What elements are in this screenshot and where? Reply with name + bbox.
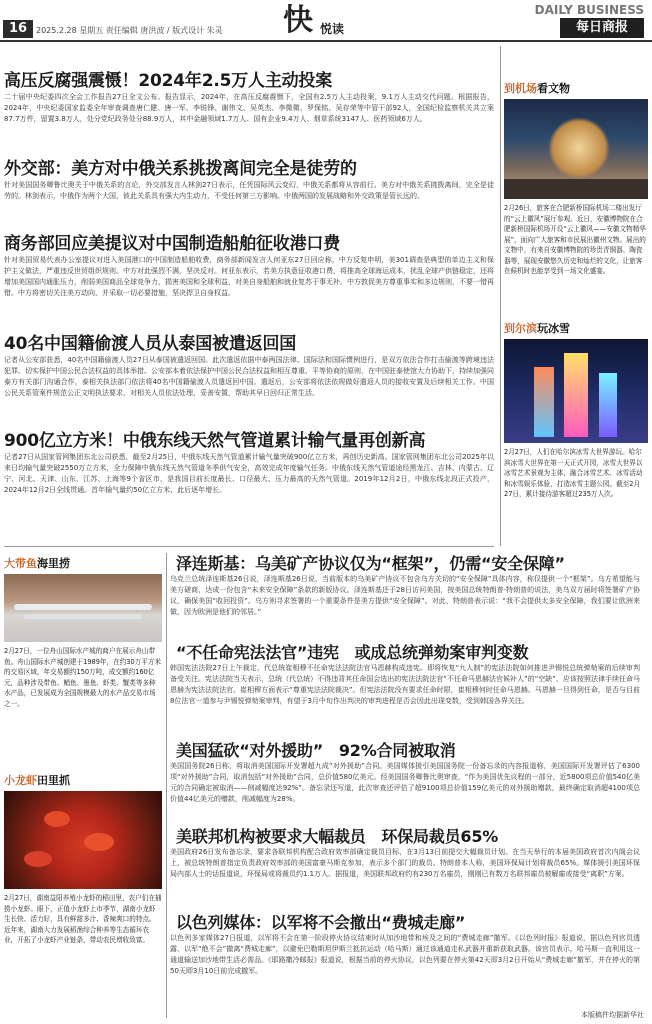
headline: 高压反腐强震慑！2024年2.5万人主动投案: [4, 71, 333, 91]
sidebox-airport-relics: [504, 80, 648, 300]
article-body: 以色列多家媒体27日报道，以军将不会在第一阶段停火协议结束时从加沙地带和埃及之间的“费城走廊”撤军。《以色列时报》报道说，据以色列官员透露，以军“绝不会”撤离“费城走廊”，以避免巴勒斯坦伊斯兰抵抗运动（哈马斯）通过该通道走私武器并重新获取武器。该官员表示，哈马斯一直利用这一通道输送加沙地带生活必需品。《耶路撒冷邮报》报道说，根据当前的停火协议，以色列要在停火第42天即3月2日开始从“费城走廊”撤军，并在停火的第50天即3月10日前完成撤军。: [170, 934, 640, 975]
headline: 商务部回应美提议对中国制造船舶征收港口费: [4, 234, 340, 254]
photo-crayfish: [4, 791, 162, 889]
article-layoffs: [170, 826, 640, 912]
column-divider: [166, 553, 167, 1018]
headline: “不任命宪法法官”违宪 或成总统弹劾案审判变数: [176, 643, 529, 662]
article-zelensky: [170, 553, 640, 639]
header-rule: [0, 40, 652, 42]
article-korea-court: [170, 642, 640, 736]
article-israel: [170, 912, 640, 1004]
article-body: 针对美国国务卿鲁比奥关于中俄关系的言论，外交部发言人林剑27日表示，任凭国际风云变幻，中俄关系都将从容前行。美方对中俄关系挑拨离间，完全是徒劳的。林剑表示，中俄作为两个大国，彼此关系具有强大内生动力，不受任何第三方影响。中俄两国的发展战略和外交政策是管长远的。: [4, 181, 494, 200]
sidebox-ribbonfish: [4, 555, 162, 765]
sidebox-harbin-ice: [504, 320, 648, 545]
headline: 泽连斯基：乌美矿产协议仅为“框架”，仍需“安全保障”: [176, 554, 565, 573]
page-header: [0, 0, 652, 40]
column-divider: [500, 46, 501, 546]
article-body: 记者从公安部获悉，40名中国籍偷渡人员27日从泰国被遣返回国。此次遣返依据中泰两国法律、国际法和国际惯例进行，是双方依法合作打击偷渡等跨境违法犯罪、切实保护中国公民合法权益的具体举措。公安部本着依法保护中国公民合法权益和相互尊重、平等协商的原则，在中国驻泰使馆大力协助下，持续加强同泰方有关部门沟通合作，泰相关执法部门依法将40名中国籍偷渡人员遣返回中国。遣返后，公安部将依法依规做好遣返人员的接收安置及后续相关工作。中国公民关系管案件规范公正文明执法要求，对相关人员依法处理、妥善安置，帮助其早日回归正常生活。: [4, 356, 494, 397]
article-body: 乌克兰总统泽连斯基26日说，泽连斯基26日说，当前版本的乌美矿产协议不包含乌方关切的“安全保障”具体内容，称仅提供一个“框架”。乌方希望能与美方磋商，达成一份包含“未来安全保障”条款的新版协议。泽连斯基还于28日访问美国，按美国总统特朗普·特朗普的说法，美乌双方届时将签署矿产协议，确保美国“收回投资”。乌方则寻求签署的一个重要条件是美方提供“安全保障”。对此，特朗普表示说：“我不会提供太多安全保障，我们要让欧洲来做，因为欧洲是他们的邻居。”: [170, 575, 640, 616]
article-anti-corruption: [4, 70, 494, 138]
photo-caption: 2月27日，人们在哈尔滨冰雪大世界游玩。哈尔滨冰雪大世界在第一天正式开园，冰雪大世界以冰雪艺术景观为主体，融合冰雪艺术、冰雪活动和冰雪娱乐体验，打造冰雪主题公园。截至2月27日，累计接待游客超过235万人次。: [504, 448, 643, 498]
headline: 以色列媒体：以军将不会撤出“费城走廊”: [176, 913, 466, 932]
photo-caption: 2月26日，旅客在合肥新桥国际机场二楼出发厅的“云上徽风”展厅参观。近日，安徽博物院在合肥新桥国际机场开设“云上徽风——安徽文物精华展”，面向广大旅客和市民展出徽州文物。展出的文物中，有来自安徽博物院的珍贵青铜器、陶瓷器等，展现安徽悠久历史和灿烂的文化，让旅客在候机时也能享受到一场文化盛宴。: [504, 204, 646, 275]
article-gas-pipeline: [4, 430, 494, 518]
side-title: 大带鱼海里捞: [4, 557, 70, 570]
article-body: 二十届中央纪委四次全会工作报告27日全文公布。报告显示，2024年，在高压反腐震慑下，全国有2.5万人主动投案，9.1万人主动交代问题。根据报告，2024年，中央纪委国家监委全年审查调查唐仁健、唐一军、李锐锋、谢伟文、吴英杰、李微微、罗保铭、吴存荣等中管干部92人，全国纪检监察机关共立案87.7万件，留置3.8万人，处分党纪政务处分88.9万人，其中金融领域1.7万人、国有企业9.4万人、烟草系统3147人、医药领域6万人。: [4, 93, 494, 123]
photo-caption: 2月27日，一位舟山国际水产城的商户在展示舟山带鱼。舟山国际水产城创建于1989年，在约30万平方米的交易区域，年交易额约150万吨，成交额约160亿元，品种涉及带鱼、鲳鱼、墨鱼、虾类、蟹类等多种水产品，已发展成为全国规模最大的水产品交易市场之一。: [4, 647, 162, 708]
article-body: 韩国宪法法院27日上午裁定，代总统崔相穆不任命宪法法院法官马恩赫构成违宪。即将恢复“九人制”的宪法法院如何推进尹锡悦总统弹劾案的后续审判备受关注。宪法法院当天表示，总统（代总统）不得违背其任命国会选出的宪法法院法官“不任命马恩赫法官候补人”的“空缺”，应该按照法律手续任命马恩赫为宪法法院法官。崔相穆方面表示“尊重宪法法院裁决”。但宪法法院没有要求任命时限，崔相穆何时任命马恩赫。马恩赫一旦得到任命，是否与目前8位法官一道参与尹锡悦弹劾案审判，有望于3月中旬作出判决的审判进程是否会因此出现变数，受到韩国各界关注。: [170, 664, 640, 705]
sidebox-crayfish: [4, 772, 162, 1018]
news-agency-credit: 本版稿件均据新华社: [581, 1011, 644, 1019]
section-logo-kuai: 快: [283, 3, 313, 38]
side-title: 小龙虾田里抓: [4, 774, 70, 787]
brand-chinese: 每日商报: [560, 18, 644, 38]
article-mofcom-port-fees: [4, 233, 494, 333]
photo-ice-castle: [504, 339, 648, 443]
photo-ribbonfish: [4, 574, 162, 642]
article-body: 针对美国贸易代表办公室提议对进入美国港口的中国制造船舶收费，商务部新闻发言人何亚东27日回应称，中方反复申明，美301调查是典型的单边主义和保护主义做法，严重违反世贸组织规则。中方对此强烈不满，坚决反对。何亚东表示，若美方执意征收港口费，将推高全球海运成本，扰乱全球产供链稳定，还将增加美国国内通胀压力，削弱美国商品全球竞争力，损害美国和全球利益，对美自身船舶和就业复苏于事无补。中方敦促美方尊重事实和多边规则，不要一错再错。中方将密切关注美方动向，并采取一切必要措施，坚决捍卫自身权益。: [4, 256, 494, 297]
section-logo-yuedu: 悦读: [320, 22, 345, 36]
divider: [4, 546, 494, 547]
headline: 900亿立方米！中俄东线天然气管道累计输气量再创新高: [4, 431, 426, 451]
brand-english: DAILY BUSINESS: [534, 3, 644, 17]
dateline: 2025.2.28 星期五 责任编辑 唐洪波 / 版式设计 朱灵: [36, 26, 223, 35]
article-body: 美国政府26日发布备忘录，要求各联邦机构配合政府效率部确定裁员目标，在3月13日前提交大幅裁员计划。在当天举行的本届美国政府首次内阁会议上，被总统特朗普指定负责政府效率部的美国富豪马斯克参加，表示多个部门的裁员。特朗普本人称，美国环保局计划将裁员65%。媒体援引美国环保局内部人士的话报道说，环保局或将裁员约1.1万人。据报道，美国联邦政府约有230万名雇员，刚刚已有数万名联邦雇员被解雇或接受“离职”方案。: [170, 848, 640, 878]
article-repatriation: [4, 333, 494, 425]
article-mfa-china-russia: [4, 158, 494, 222]
headline: 美联邦机构被要求大幅裁员 环保局裁员65%: [176, 827, 499, 846]
side-title: 到机场看文物: [504, 82, 570, 95]
headline: 40名中国籍偷渡人员从泰国被遣返回国: [4, 334, 297, 354]
photo-caption: 2月27日，湖南益阳养殖小龙虾的稻田里，农户们在捕捞小龙虾。眼下，正值小龙虾上市季节，湖南小龙虾生长快、活力好，具有鲜甜多汁、香辣爽口的特点。近年来，湖南大力发展稻渔综合种养等生态循环农业，开拓了小龙虾产业链条，带动农民增收致富。: [4, 894, 162, 944]
headline: 美国猛砍“对外援助” 92%合同被取消: [176, 741, 456, 760]
photo-airport-exhibit: [504, 99, 648, 199]
article-body: 美国国务院26日称，将取消美国国际开发署超九成“对外援助”合同。美国媒体援引美国国务院一份备忘录的内容报道称，美国国际开发署评估了6300项“对外援助”合同，取消包括“对外援助”合同，总价值580亿美元。经美国国务卿鲁比奥审查，“作为美国优先议程的一部分，近5800项总价值540亿美元的合同确定被取消——削减幅度达92%”。备忘录还写道，此次审查还评估了超9100项总价值159亿美元的对外援助赠款，最终确定取消超4100项总价值44亿美元的赠款，削减幅度为28%。: [170, 762, 640, 803]
article-body: 记者27日从国家管网集团东北公司获悉，截至2月25日，中俄东线天然气管道累计输气量突破900亿立方米，再创历史新高。国家管网集团东北公司2025年以来日均输气量突破2550万立方米，全力保障中俄东线天然气管道冬季供气安全，高效完成年度输气任务。中俄东线天然气管道途经黑龙江、吉林、内蒙古、辽宁、河北、天津、山东、江苏、上海等9个省区市，是我国目前长度最长、口径最大、压力最高的天然气管道。2019年12月2日，中俄东线北段正式投产，2024年12月2日全线贯通。首年输气量约50亿立方米，此后逐年增长。: [4, 453, 494, 494]
headline: 外交部：美方对中俄关系挑拨离间完全是徒劳的: [4, 159, 357, 179]
page-number: 16: [3, 20, 33, 38]
article-us-aid: [170, 740, 640, 826]
side-title: 到尔滨玩冰雪: [504, 322, 570, 335]
